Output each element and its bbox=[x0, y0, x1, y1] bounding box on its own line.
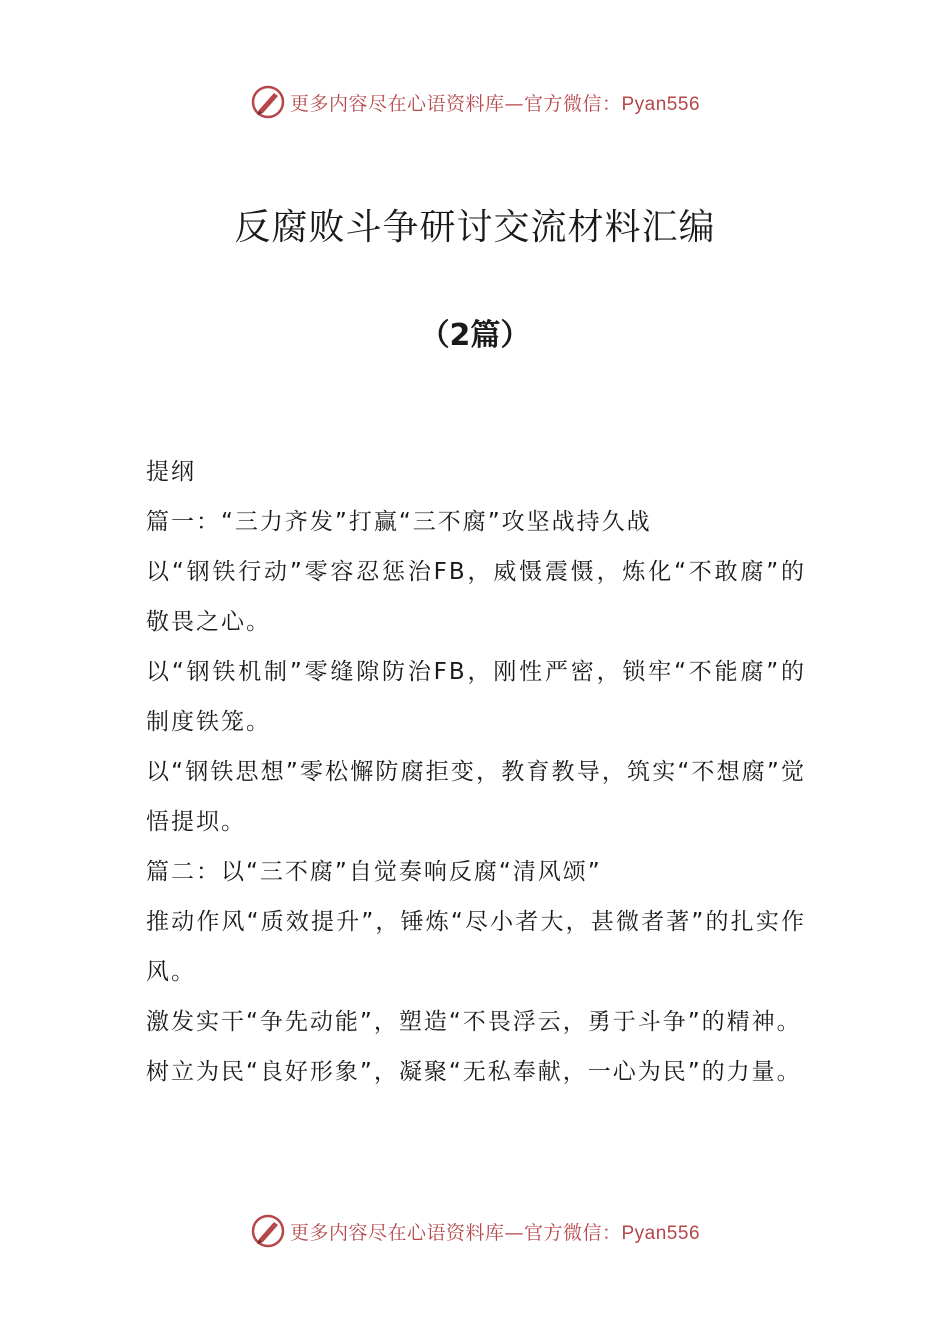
banner-text: 更多内容尽在心语资料库—官方微信：Pyan556 bbox=[289, 92, 701, 115]
pen-logo-icon bbox=[250, 1213, 286, 1249]
paragraph: 以“钢铁思想”零松懈防腐拒变，教育教导，筑实“不想腐”觉悟提坝。 bbox=[146, 759, 806, 835]
document-title: 反腐败斗争研讨交流材料汇编 bbox=[234, 207, 716, 249]
footer-watermark-banner bbox=[0, 1211, 950, 1251]
header-watermark-banner bbox=[0, 82, 950, 122]
paragraph: 推动作风“质效提升”，锤炼“尽小者大，甚微者著”的扎实作风。 bbox=[146, 909, 806, 985]
document-body bbox=[146, 447, 806, 1097]
paragraph: 以“钢铁机制”零缝隙防治FB，刚性严密，锁牢“不能腐”的制度铁笼。 bbox=[146, 659, 806, 735]
outline-heading: 提纲 bbox=[146, 459, 196, 485]
paragraph: 以“钢铁行动”零容忍惩治FB，威慑震慑，炼化“不敢腐”的敬畏之心。 bbox=[146, 559, 806, 635]
banner-text: 更多内容尽在心语资料库—官方微信：Pyan556 bbox=[289, 1221, 701, 1244]
paragraph: 树立为民“良好形象”，凝聚“无私奉献，一心为民”的力量。 bbox=[146, 1059, 802, 1085]
document-subtitle: （2篇） bbox=[419, 318, 531, 353]
pen-logo-icon bbox=[250, 84, 286, 120]
paragraph: 篇二：以“三不腐”自觉奏响反腐“清风颂” bbox=[146, 859, 602, 885]
paragraph: 激发实干“争先动能”，塑造“不畏浮云，勇于斗争”的精神。 bbox=[146, 1009, 802, 1035]
paragraph: 篇一：“三力齐发”打赢“三不腐”攻坚战持久战 bbox=[146, 509, 652, 535]
